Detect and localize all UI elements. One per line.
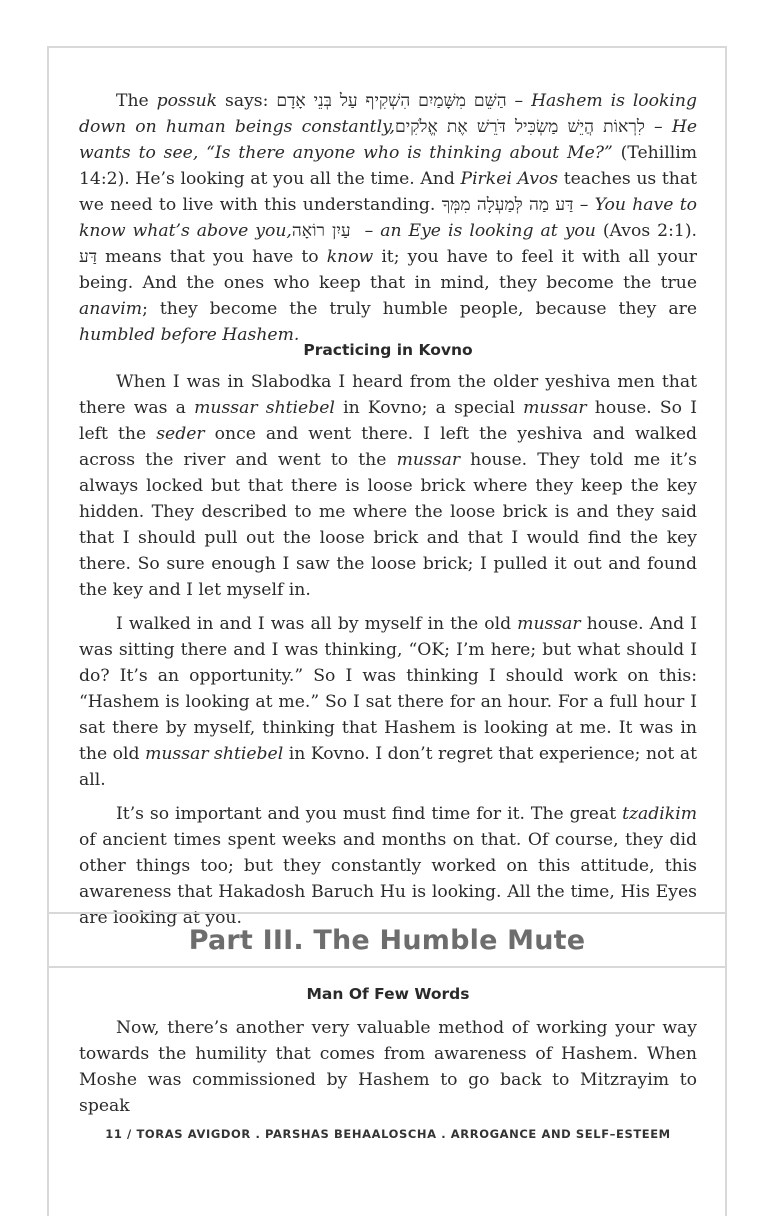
paragraph-intro: The possuk says: הַשֵּׁם מִשָּׁמַיִם הִשְׁקִיף עַל בְּנֵי אָדָם – Hashem is looking down on human beings constantly, לִרְאוֹת הֲיֵשׁ מַשְׂכִּיל דֹּרֵשׁ אֶת אֱלֹקִים– He wants to see, “Is there anyone who is thinking about Me?” (Tehillim 14:2). He’s looking at you all the time. And Pirkei Avos teaches us that we need to live with this understanding. דַּע מַה לְּמַעְלָה מִמְּךָ – You have to know what’s above you, עַיִן רוֹאָה – an Eye is looking at you (Avos 2:1). דַּע means that you have to know it; you have to feel it with all your being. And the ones who keep that in mind, they become the true anavim; they become the truly humble people, because they are humbled before Hashem. — [79, 91, 698, 345]
intro-section — [79, 88, 697, 348]
paragraph-few-words: Now, there’s another very valuable method of working your way towards the humility that comes from awareness of Hashem. When Moshe was commissioned by Hashem to go back to Mitzrayim to speak — [79, 1018, 697, 1116]
paragraph-kovno-3: It’s so important and you must find time for it. The great tzadikim of ancient times spent weeks and months on that. Of course, they did other things too; but they constantly worked on this attitude, this awareness that Hakadosh Baruch Hu is looking. All the time, His Eyes are looking at you. — [79, 804, 697, 928]
hebrew-quote: לִרְאוֹת הֲיֵשׁ מַשְׂכִּיל דֹּרֵשׁ אֶת אֱלֹקִים — [394, 117, 655, 137]
paragraph-kovno-2: I walked in and I was all by myself in the old mussar house. And I was sitting there and I was thinking, “OK; I’m here; but what should I do? It’s an opportunity.” So I was thinking I should work on this: “Hashem is looking at me.” So I sat there for an hour. For a full hour I sat there by myself, thinking that Hashem is looking at me. It was in the old mussar shtiebel in Kovno. I don’t regret that experience; not at all. — [79, 614, 697, 790]
part-title: Part III. The Humble Mute — [188, 924, 586, 956]
part-title-bar — [47, 912, 727, 968]
section-heading-kovno: Practicing in Kovno — [303, 341, 473, 359]
hebrew-quote: דַּע מַה לְּמַעְלָה מִמְּךָ — [441, 195, 574, 215]
section-heading-few-words: Man Of Few Words — [306, 985, 470, 1003]
kovno-section — [79, 369, 697, 931]
paragraph-kovno-1: When I was in Slabodka I heard from the older yeshiva men that there was a mussar shtiebel in Kovno; a special mussar house. So I left the seder once and went there. I left the yeshiva and walked across the river and went to the mussar house. They told me it’s always locked but that there is loose brick where they keep the key hidden. They described to me where the loose brick is and they said that I should pull out the loose brick and that I would find the key there. So sure enough I saw the loose brick; I pulled it out and found the key and I let myself in. — [79, 372, 698, 600]
few-words-section — [79, 1015, 697, 1119]
hebrew-quote: דַּע — [79, 247, 97, 267]
hebrew-quote: הַשֵּׁם מִשָּׁמַיִם הִשְׁקִיף עַל בְּנֵי אָדָם — [276, 91, 507, 111]
hebrew-quote: עַיִן רוֹאָה — [291, 221, 358, 241]
page-footer: 11 / TORAS AVIGDOR . PARSHAS BEHAALOSCHA . ARROGANCE AND SELF–ESTEEM — [105, 1127, 671, 1141]
